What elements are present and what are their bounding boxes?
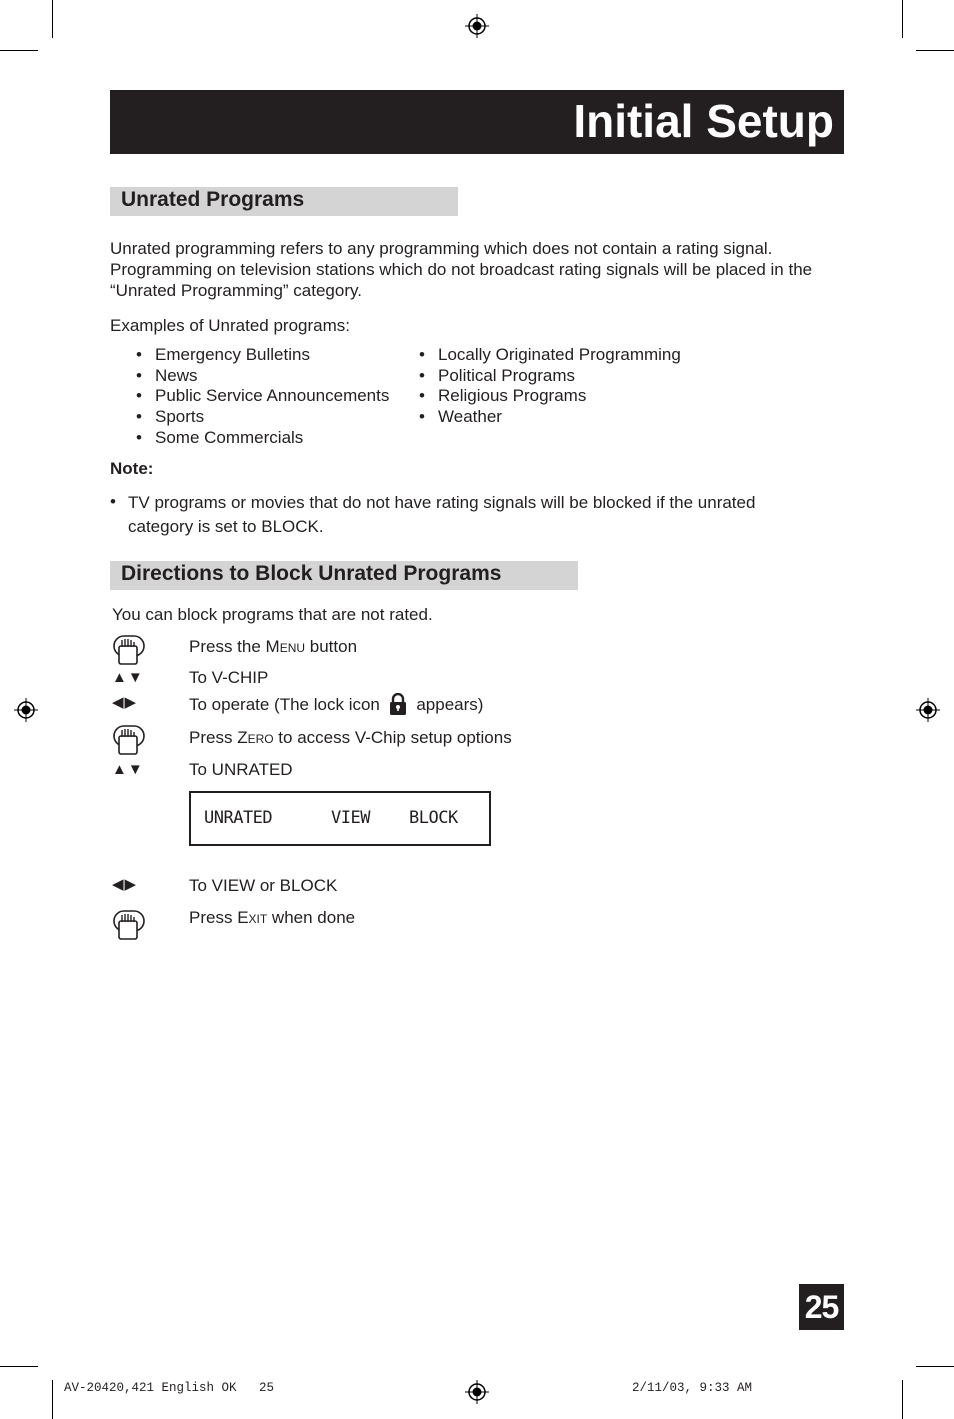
step-press-exit: Press Exit when done	[189, 908, 356, 927]
lock-icon	[389, 693, 407, 715]
registration-mark-icon	[14, 698, 38, 722]
crop-mark	[902, 1380, 903, 1419]
directions-intro: You can block programs that are not rated.	[112, 605, 433, 624]
step-to-vchip: To V-CHIP	[189, 668, 269, 687]
registration-mark-icon	[465, 1380, 489, 1404]
examples-list-left	[136, 345, 389, 449]
list-item: • Emergency Bulletins	[136, 345, 389, 366]
list-item: • Religious Programs	[419, 386, 681, 407]
list-item: • Weather	[419, 407, 681, 428]
osd-unrated-screen	[189, 791, 491, 846]
note-bullet: •	[110, 492, 116, 511]
section-heading-directions: Directions to Block Unrated Programs	[110, 561, 578, 590]
step-press-zero: Press Zero to access V-Chip setup options	[189, 728, 512, 747]
up-down-arrows-icon: ▲▼	[112, 761, 144, 778]
step-view-or-block: To VIEW or BLOCK	[189, 876, 338, 895]
list-item: • Public Service Announcements	[136, 386, 389, 407]
hand-press-icon	[112, 724, 146, 756]
step-press-menu: Press the Menu button	[189, 637, 358, 656]
zero-key-label: Zero	[237, 728, 274, 747]
osd-label: UNRATED	[204, 808, 273, 828]
examples-label: Examples of Unrated programs:	[110, 316, 350, 335]
list-item: • Some Commercials	[136, 428, 389, 449]
note-label: Note:	[110, 459, 154, 478]
list-item: • Sports	[136, 407, 389, 428]
intro-line: “Unrated Programming” category.	[110, 281, 362, 300]
crop-mark	[916, 1366, 954, 1367]
left-right-arrows-icon: ◀▶	[112, 694, 138, 711]
note-line: TV programs or movies that do not have rating signals will be blocked if the unrated	[128, 493, 756, 512]
step-to-unrated: To UNRATED	[189, 760, 293, 779]
note-line: category is set to BLOCK.	[128, 517, 324, 536]
osd-option-block: BLOCK	[409, 808, 458, 828]
crop-mark	[902, 0, 903, 38]
list-item: • Locally Originated Programming	[419, 345, 681, 366]
up-down-arrows-icon: ▲▼	[112, 669, 144, 686]
note-text	[128, 491, 755, 539]
crop-mark	[52, 0, 53, 38]
intro-line: Programming on television stations which do not broadcast rating signals will be placed in the	[110, 260, 813, 279]
page-title: Initial Setup	[573, 95, 834, 147]
intro-line: Unrated programming refers to any programming which does not contain a rating signal.	[110, 239, 773, 258]
examples-list-right	[419, 345, 681, 428]
exit-key-label: Exit	[237, 908, 268, 927]
menu-key-label: Menu	[265, 637, 306, 656]
footer-file-info: AV-20420,421 English OK 25	[64, 1381, 275, 1395]
page-number: 25	[799, 1284, 844, 1330]
intro-paragraph	[110, 238, 850, 301]
footer-timestamp: 2/11/03, 9:33 AM	[632, 1381, 753, 1395]
left-right-arrows-icon: ◀▶	[112, 876, 138, 893]
hand-press-icon	[112, 634, 146, 666]
hand-press-icon	[112, 909, 146, 941]
registration-mark-icon	[916, 698, 940, 722]
list-item: • News	[136, 366, 389, 387]
section-heading-unrated: Unrated Programs	[110, 187, 458, 216]
osd-option-view: VIEW	[331, 808, 370, 828]
registration-mark-icon	[465, 14, 489, 38]
page-title-bar	[110, 90, 844, 154]
step-operate: To operate (The lock icon appears)	[189, 695, 484, 714]
crop-mark	[0, 1366, 38, 1367]
list-item: • Political Programs	[419, 366, 681, 387]
crop-mark	[52, 1380, 53, 1419]
crop-mark	[916, 50, 954, 51]
crop-mark	[0, 50, 38, 51]
